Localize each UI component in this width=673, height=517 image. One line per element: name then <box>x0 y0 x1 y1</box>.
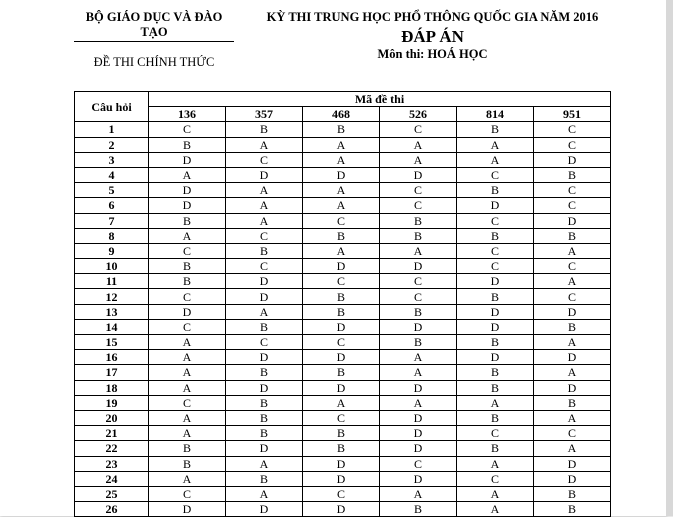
answer-cell: A <box>303 183 380 198</box>
answer-cell: D <box>226 350 303 365</box>
answer-cell: A <box>226 486 303 501</box>
answer-cell: D <box>380 259 457 274</box>
answer-cell: B <box>534 319 611 334</box>
table-row <box>75 471 611 486</box>
answer-cell: D <box>149 198 226 213</box>
question-number: 17 <box>75 365 149 380</box>
answer-cell: D <box>226 441 303 456</box>
answer-cell: C <box>534 137 611 152</box>
table-row <box>75 502 611 517</box>
answer-cell: B <box>149 213 226 228</box>
question-number: 7 <box>75 213 149 228</box>
answer-cell: A <box>149 380 226 395</box>
answer-cell: A <box>303 198 380 213</box>
answer-cell: A <box>149 471 226 486</box>
answer-cell: D <box>303 502 380 517</box>
answer-cell: D <box>149 183 226 198</box>
answer-cell: D <box>534 380 611 395</box>
table-row <box>75 152 611 167</box>
answer-cell: B <box>303 122 380 137</box>
answer-cell: B <box>457 122 534 137</box>
answer-cell: D <box>303 456 380 471</box>
answer-cell: C <box>303 274 380 289</box>
answer-cell: B <box>457 335 534 350</box>
answer-cell: D <box>149 502 226 517</box>
answer-cell: A <box>457 395 534 410</box>
exam-title: KỲ THI TRUNG HỌC PHỔ THÔNG QUỐC GIA NĂM 2016 <box>266 10 599 24</box>
answer-cell: B <box>226 471 303 486</box>
answer-cell: B <box>380 304 457 319</box>
answer-cell: B <box>457 289 534 304</box>
answer-cell: B <box>226 395 303 410</box>
answer-cell: B <box>457 365 534 380</box>
question-number: 14 <box>75 319 149 334</box>
answer-cell: D <box>534 471 611 486</box>
answer-cell: D <box>303 319 380 334</box>
question-number: 23 <box>75 456 149 471</box>
answer-cell: A <box>226 304 303 319</box>
question-number: 10 <box>75 259 149 274</box>
answer-cell: D <box>534 304 611 319</box>
answer-cell: D <box>534 213 611 228</box>
answer-cell: B <box>303 365 380 380</box>
answer-cell: A <box>457 137 534 152</box>
table-row <box>75 380 611 395</box>
left-header <box>74 10 234 70</box>
table-row <box>75 441 611 456</box>
answer-cell: C <box>149 395 226 410</box>
answer-cell: D <box>380 410 457 425</box>
exam-codes-row <box>75 107 611 122</box>
question-number: 12 <box>75 289 149 304</box>
answer-cell: D <box>380 426 457 441</box>
official-exam-label: ĐỀ THI CHÍNH THỨC <box>93 55 215 69</box>
answer-cell: D <box>380 167 457 182</box>
answer-cell: B <box>380 228 457 243</box>
answer-cell: D <box>534 152 611 167</box>
answer-cell: B <box>149 456 226 471</box>
answer-cell: A <box>534 335 611 350</box>
exam-code-header: Mã đề thi <box>149 92 611 107</box>
answer-cell: A <box>149 167 226 182</box>
answer-cell: A <box>380 486 457 501</box>
question-number: 2 <box>75 137 149 152</box>
answer-cell: C <box>226 152 303 167</box>
question-number: 3 <box>75 152 149 167</box>
ministry-name: BỘ GIÁO DỤC VÀ ĐÀO TẠO <box>74 10 234 42</box>
answer-cell: D <box>226 167 303 182</box>
answer-cell: A <box>226 137 303 152</box>
answer-cell: A <box>303 395 380 410</box>
question-number: 11 <box>75 274 149 289</box>
answer-cell: C <box>534 198 611 213</box>
answer-cell: D <box>457 198 534 213</box>
question-number: 16 <box>75 350 149 365</box>
answer-cell: B <box>380 335 457 350</box>
answer-cell: D <box>226 289 303 304</box>
answer-cell: D <box>303 471 380 486</box>
table-row <box>75 228 611 243</box>
answer-cell: A <box>380 350 457 365</box>
answer-cell: A <box>457 502 534 517</box>
answer-cell: D <box>149 152 226 167</box>
table-row <box>75 410 611 425</box>
question-column-header: Câu hỏi <box>75 92 149 122</box>
answer-cell: B <box>149 259 226 274</box>
answer-cell: A <box>226 183 303 198</box>
answer-cell: C <box>534 183 611 198</box>
answer-cell: C <box>457 471 534 486</box>
answer-cell: D <box>457 350 534 365</box>
question-number: 6 <box>75 198 149 213</box>
table-row <box>75 137 611 152</box>
answer-cell: B <box>534 486 611 501</box>
answer-cell: A <box>380 152 457 167</box>
answer-cell: C <box>457 167 534 182</box>
answer-cell: A <box>226 198 303 213</box>
answer-cell: A <box>149 335 226 350</box>
answer-cell: D <box>303 380 380 395</box>
answer-cell: B <box>534 228 611 243</box>
table-row <box>75 213 611 228</box>
exam-code-468: 468 <box>303 107 380 122</box>
table-row <box>75 350 611 365</box>
answer-cell: B <box>149 137 226 152</box>
answer-cell: D <box>149 304 226 319</box>
answer-cell: C <box>380 122 457 137</box>
answer-cell: A <box>380 137 457 152</box>
answer-cell: C <box>303 335 380 350</box>
table-row <box>75 259 611 274</box>
answer-cell: A <box>226 456 303 471</box>
answer-cell: C <box>380 274 457 289</box>
answer-cell: B <box>457 441 534 456</box>
answer-cell: D <box>534 350 611 365</box>
question-number: 18 <box>75 380 149 395</box>
answer-cell: B <box>534 502 611 517</box>
answer-cell: A <box>380 243 457 258</box>
answer-cell: C <box>303 486 380 501</box>
answer-cell: A <box>149 410 226 425</box>
answer-cell: C <box>226 228 303 243</box>
question-number: 1 <box>75 122 149 137</box>
answer-cell: C <box>534 426 611 441</box>
vertical-scrollbar[interactable] <box>666 0 673 516</box>
exam-code-526: 526 <box>380 107 457 122</box>
table-row <box>75 319 611 334</box>
answer-cell: C <box>303 410 380 425</box>
answer-cell: C <box>457 213 534 228</box>
answer-cell: B <box>226 410 303 425</box>
question-number: 5 <box>75 183 149 198</box>
answer-cell: C <box>226 335 303 350</box>
answer-cell: D <box>457 319 534 334</box>
answer-cell: D <box>226 274 303 289</box>
answer-cell: D <box>380 319 457 334</box>
answer-cell: B <box>226 426 303 441</box>
answer-cell: B <box>303 289 380 304</box>
exam-code-136: 136 <box>149 107 226 122</box>
answer-cell: B <box>303 304 380 319</box>
subject-label: Môn thi: HOÁ HỌC <box>377 47 488 61</box>
answer-cell: D <box>457 304 534 319</box>
answer-cell: C <box>534 289 611 304</box>
answer-cell: B <box>149 274 226 289</box>
answer-cell: A <box>457 152 534 167</box>
table-row <box>75 198 611 213</box>
answer-cell: D <box>534 456 611 471</box>
answer-cell: B <box>226 365 303 380</box>
answer-cell: A <box>534 243 611 258</box>
table-row <box>75 426 611 441</box>
table-row <box>75 395 611 410</box>
exam-code-357: 357 <box>226 107 303 122</box>
answer-table-body <box>75 122 611 517</box>
answer-cell: D <box>226 502 303 517</box>
answer-cell: A <box>457 456 534 471</box>
answer-cell: C <box>149 243 226 258</box>
question-number: 13 <box>75 304 149 319</box>
answer-cell: D <box>380 380 457 395</box>
question-number: 19 <box>75 395 149 410</box>
answer-cell: B <box>534 167 611 182</box>
answer-cell: B <box>226 243 303 258</box>
answer-cell: C <box>380 289 457 304</box>
answer-cell: C <box>149 319 226 334</box>
answer-key-table <box>74 91 611 517</box>
answer-cell: C <box>457 259 534 274</box>
question-number: 22 <box>75 441 149 456</box>
question-number: 26 <box>75 502 149 517</box>
answer-cell: A <box>149 365 226 380</box>
answer-cell: A <box>303 137 380 152</box>
answer-cell: C <box>380 198 457 213</box>
question-number: 4 <box>75 167 149 182</box>
answer-cell: B <box>226 319 303 334</box>
answer-cell: C <box>534 122 611 137</box>
exam-code-814: 814 <box>457 107 534 122</box>
answer-cell: B <box>380 502 457 517</box>
table-row <box>75 335 611 350</box>
answer-cell: B <box>303 228 380 243</box>
answer-cell: C <box>534 259 611 274</box>
table-row <box>75 122 611 137</box>
answer-cell: B <box>303 426 380 441</box>
table-row <box>75 456 611 471</box>
answer-cell: B <box>457 228 534 243</box>
table-row <box>75 304 611 319</box>
question-number: 25 <box>75 486 149 501</box>
answer-cell: D <box>303 259 380 274</box>
answer-cell: B <box>457 183 534 198</box>
table-row <box>75 289 611 304</box>
answer-cell: B <box>303 441 380 456</box>
question-number: 8 <box>75 228 149 243</box>
answer-cell: B <box>380 213 457 228</box>
table-row <box>75 486 611 501</box>
table-row <box>75 183 611 198</box>
question-number: 21 <box>75 426 149 441</box>
answer-cell: B <box>457 380 534 395</box>
answer-cell: C <box>303 213 380 228</box>
answer-cell: B <box>226 122 303 137</box>
answer-cell: D <box>380 471 457 486</box>
answer-cell: C <box>149 122 226 137</box>
answer-cell: C <box>457 243 534 258</box>
answer-cell: A <box>380 395 457 410</box>
question-number: 24 <box>75 471 149 486</box>
answer-cell: D <box>303 350 380 365</box>
question-number: 20 <box>75 410 149 425</box>
answer-cell: A <box>534 274 611 289</box>
answer-cell: D <box>303 167 380 182</box>
answer-cell: C <box>149 486 226 501</box>
exam-code-951: 951 <box>534 107 611 122</box>
answer-cell: A <box>226 213 303 228</box>
answer-cell: A <box>380 365 457 380</box>
answer-cell: C <box>457 426 534 441</box>
answer-cell: D <box>226 380 303 395</box>
answer-cell: C <box>380 456 457 471</box>
answer-cell: A <box>303 243 380 258</box>
table-row <box>75 365 611 380</box>
answer-cell: A <box>149 228 226 243</box>
answer-cell: A <box>149 350 226 365</box>
answer-cell: B <box>457 410 534 425</box>
table-row <box>75 274 611 289</box>
answer-cell: C <box>149 289 226 304</box>
question-number: 15 <box>75 335 149 350</box>
question-number: 9 <box>75 243 149 258</box>
table-row <box>75 167 611 182</box>
answer-cell: A <box>534 410 611 425</box>
answer-cell: A <box>534 365 611 380</box>
answer-cell: B <box>149 441 226 456</box>
table-row <box>75 243 611 258</box>
answer-cell: D <box>457 274 534 289</box>
answer-cell: A <box>534 441 611 456</box>
right-header <box>255 10 610 62</box>
answers-title: ĐÁP ÁN <box>401 27 464 46</box>
answer-cell: A <box>457 486 534 501</box>
answer-cell: B <box>534 395 611 410</box>
answer-cell: C <box>380 183 457 198</box>
answer-cell: C <box>226 259 303 274</box>
answer-cell: A <box>303 152 380 167</box>
answer-cell: D <box>380 441 457 456</box>
answer-cell: A <box>149 426 226 441</box>
